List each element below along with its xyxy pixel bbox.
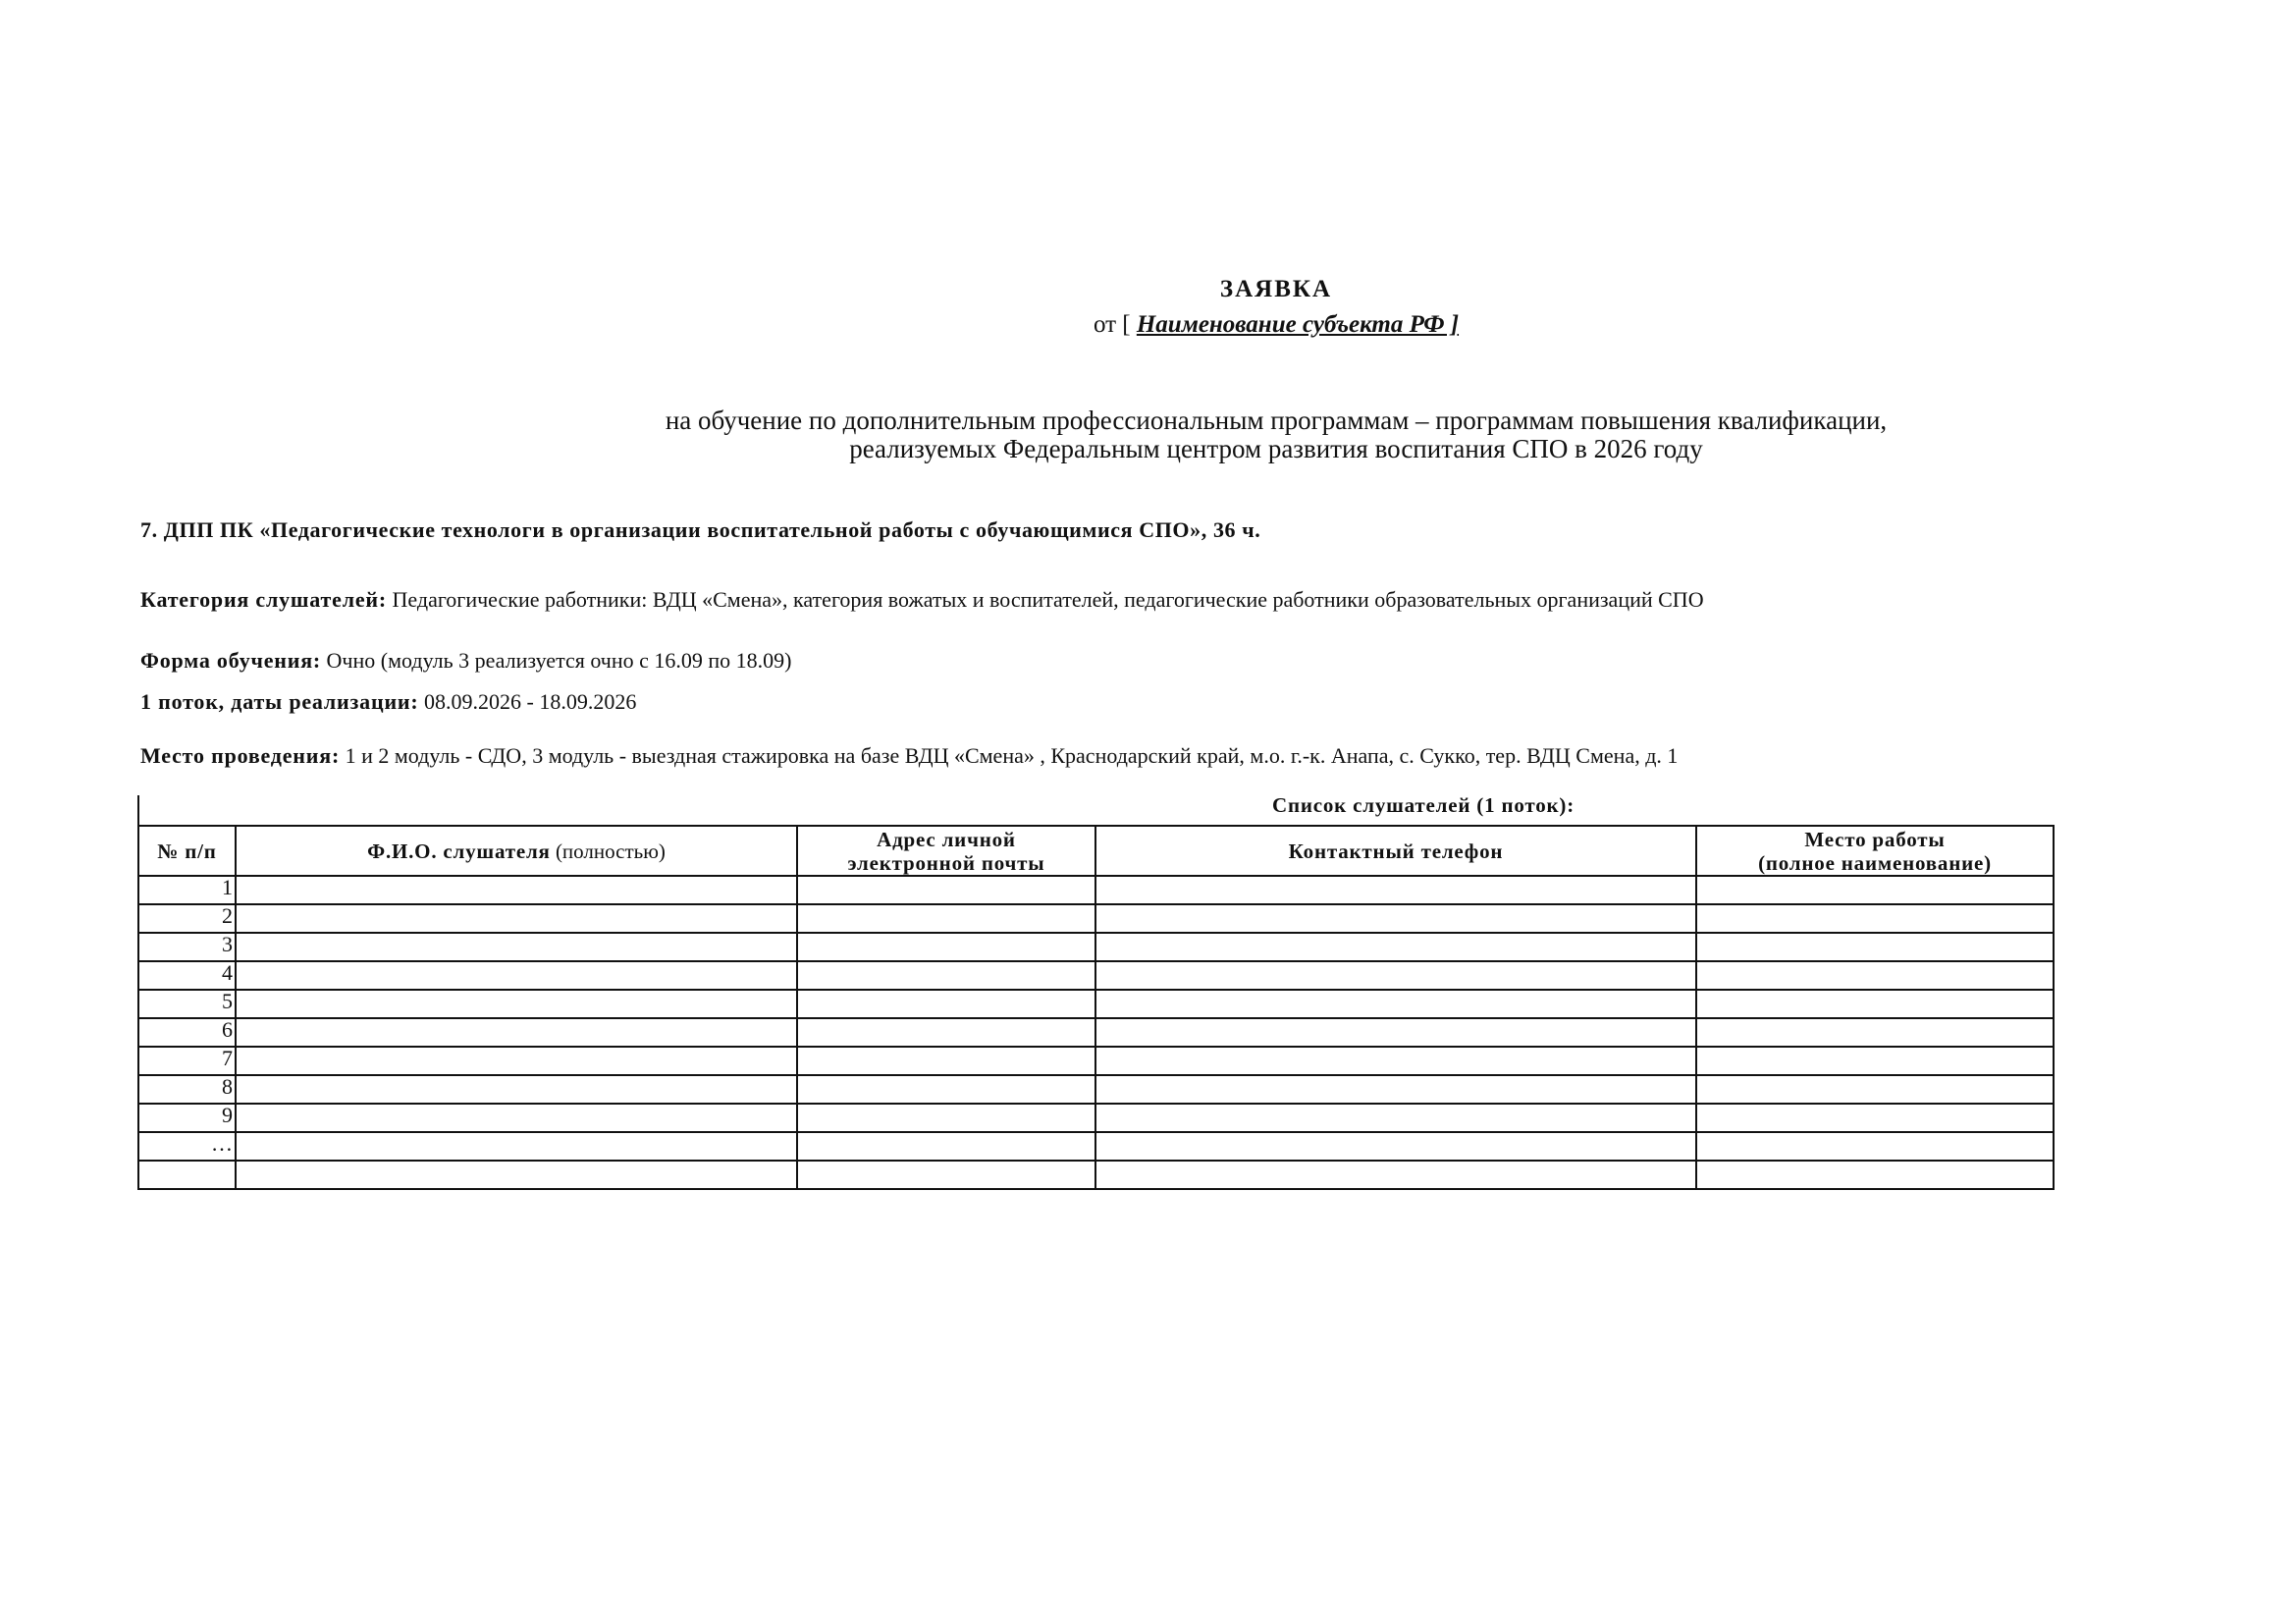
study-form: [140, 648, 791, 674]
email-cell[interactable]: [797, 1018, 1095, 1047]
table-row: [138, 1161, 2054, 1189]
email-cell[interactable]: [797, 961, 1095, 990]
listener-category: [140, 587, 1704, 613]
applicant-subject-placeholder: Наименование субъекта РФ ]: [1136, 311, 1460, 338]
full-name-header-bold: Ф.И.О. слушателя: [367, 839, 551, 863]
applicant-line: [982, 311, 1571, 339]
full-name-cell[interactable]: [236, 1104, 797, 1132]
phone-cell[interactable]: [1095, 1047, 1696, 1075]
email-cell[interactable]: [797, 876, 1095, 904]
row-number: 3: [138, 933, 236, 961]
column-header-number: № п/п: [138, 826, 236, 876]
workplace-cell[interactable]: [1696, 990, 2054, 1018]
row-number: 1: [138, 876, 236, 904]
listeners-list-caption: Список слушателей (1 поток):: [1271, 793, 1575, 817]
row-number: [138, 1161, 236, 1189]
email-cell[interactable]: [797, 1132, 1095, 1161]
email-cell[interactable]: [797, 904, 1095, 933]
program-heading: 7. ДПП ПК «Педагогические технологи в организации воспитательной работы с обучающимися СПО», 36 ч.: [140, 517, 1261, 542]
column-header-workplace: [1696, 826, 2054, 876]
phone-cell[interactable]: [1095, 904, 1696, 933]
workplace-header-line-1: Место работы: [1804, 827, 1946, 851]
phone-cell[interactable]: [1095, 990, 1696, 1018]
document-title: ЗАЯВКА: [1219, 276, 1333, 302]
workplace-cell[interactable]: [1696, 1161, 2054, 1189]
listeners-table-body: [138, 876, 2054, 1189]
workplace-cell[interactable]: [1696, 876, 2054, 904]
applicant-prefix: от [: [1093, 311, 1137, 338]
table-row: [138, 1132, 2054, 1161]
listeners-table: [137, 825, 2055, 1190]
email-cell[interactable]: [797, 1161, 1095, 1189]
email-header-line-1: Адрес личной: [877, 827, 1016, 851]
phone-cell[interactable]: [1095, 1104, 1696, 1132]
table-row: [138, 876, 2054, 904]
study-form-value: Очно (модуль 3 реализуется очно с 16.09 по 18.09): [321, 648, 792, 673]
workplace-cell[interactable]: [1696, 961, 2054, 990]
table-row: [138, 933, 2054, 961]
venue: [140, 743, 1678, 769]
workplace-cell[interactable]: [1696, 1047, 2054, 1075]
purpose-line-2: реализуемых Федеральным центром развития воспитания СПО в 2026 году: [849, 434, 1703, 463]
email-cell[interactable]: [797, 990, 1095, 1018]
phone-cell[interactable]: [1095, 1018, 1696, 1047]
venue-value: 1 и 2 модуль - СДО, 3 модуль - выездная стажировка на базе ВДЦ «Смена» , Краснодарский край, м.о. г.-к. Анапа, с. Сукко, тер. ВДЦ Смена, д. 1: [340, 743, 1679, 768]
full-name-cell[interactable]: [236, 876, 797, 904]
stream-dates: [140, 689, 636, 715]
caption-left-border: [137, 795, 139, 825]
full-name-cell[interactable]: [236, 933, 797, 961]
row-number: 2: [138, 904, 236, 933]
email-cell[interactable]: [797, 1047, 1095, 1075]
purpose-line-1: на обучение по дополнительным профессиональным программам – программам повышения квалификации,: [665, 406, 1888, 435]
workplace-header-line-2: (полное наименование): [1758, 850, 1992, 875]
column-header-full-name: [236, 826, 797, 876]
table-row: [138, 1075, 2054, 1104]
full-name-cell[interactable]: [236, 1132, 797, 1161]
table-row: [138, 1104, 2054, 1132]
table-row: [138, 961, 2054, 990]
full-name-cell[interactable]: [236, 961, 797, 990]
full-name-cell[interactable]: [236, 904, 797, 933]
row-number: 5: [138, 990, 236, 1018]
column-header-email: [797, 826, 1095, 876]
row-number: 4: [138, 961, 236, 990]
column-header-phone: Контактный телефон: [1095, 826, 1696, 876]
table-row: [138, 904, 2054, 933]
purpose-text: [579, 406, 1973, 463]
full-name-cell[interactable]: [236, 1161, 797, 1189]
study-form-label: Форма обучения:: [140, 648, 322, 673]
stream-dates-value: 08.09.2026 - 18.09.2026: [418, 689, 637, 714]
phone-cell[interactable]: [1095, 876, 1696, 904]
stream-dates-label: 1 поток, даты реализации:: [140, 689, 419, 714]
email-header-line-2: электронной почты: [847, 850, 1045, 875]
listener-category-value: Педагогические работники: ВДЦ «Смена», категория вожатых и воспитателей, педагогические работники образовательных организаций СПО: [387, 587, 1704, 612]
row-number: 8: [138, 1075, 236, 1104]
phone-cell[interactable]: [1095, 1075, 1696, 1104]
workplace-cell[interactable]: [1696, 1018, 2054, 1047]
full-name-cell[interactable]: [236, 1075, 797, 1104]
workplace-cell[interactable]: [1696, 933, 2054, 961]
listener-category-label: Категория слушателей:: [140, 587, 388, 612]
full-name-cell[interactable]: [236, 1047, 797, 1075]
row-number: 9: [138, 1104, 236, 1132]
full-name-cell[interactable]: [236, 1018, 797, 1047]
row-number: 6: [138, 1018, 236, 1047]
phone-cell[interactable]: [1095, 1161, 1696, 1189]
workplace-cell[interactable]: [1696, 1075, 2054, 1104]
workplace-cell[interactable]: [1696, 904, 2054, 933]
table-row: [138, 1047, 2054, 1075]
phone-cell[interactable]: [1095, 1132, 1696, 1161]
full-name-cell[interactable]: [236, 990, 797, 1018]
workplace-cell[interactable]: [1696, 1104, 2054, 1132]
email-cell[interactable]: [797, 933, 1095, 961]
table-row: [138, 990, 2054, 1018]
workplace-cell[interactable]: [1696, 1132, 2054, 1161]
full-name-header-note: (полностью): [550, 839, 666, 863]
phone-cell[interactable]: [1095, 933, 1696, 961]
row-number: …: [138, 1132, 236, 1161]
email-cell[interactable]: [797, 1075, 1095, 1104]
venue-label: Место проведения:: [140, 743, 341, 768]
email-cell[interactable]: [797, 1104, 1095, 1132]
phone-cell[interactable]: [1095, 961, 1696, 990]
table-header-row: [138, 826, 2054, 876]
table-row: [138, 1018, 2054, 1047]
row-number: 7: [138, 1047, 236, 1075]
